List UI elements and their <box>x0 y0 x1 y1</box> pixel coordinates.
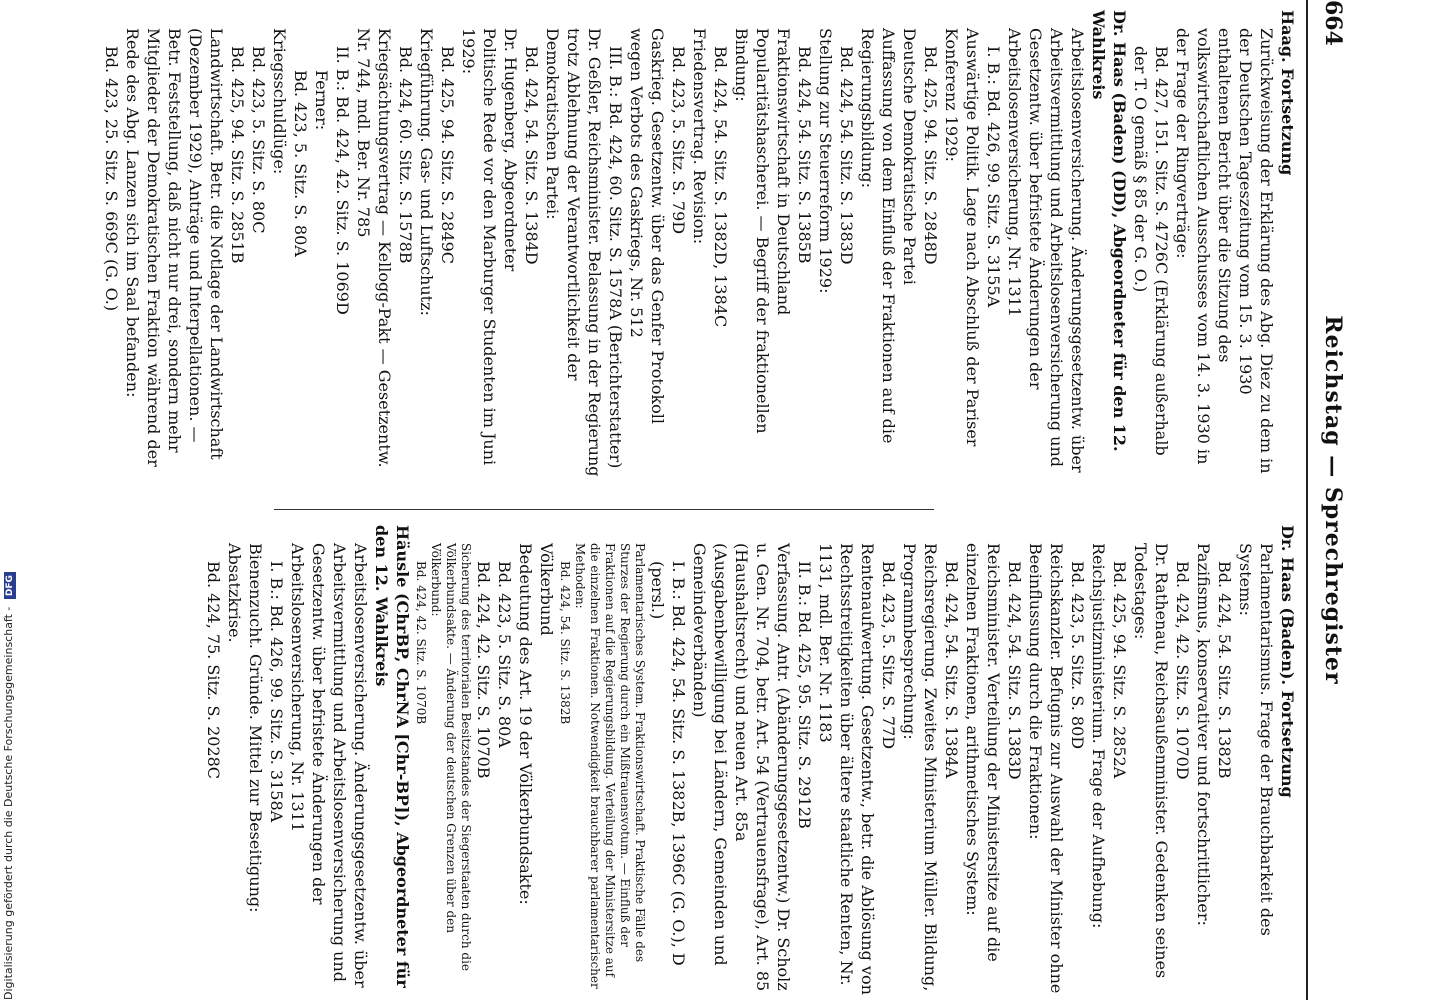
entry-line: Dr. Geßler, Reichsminister. Belassung in der Regierung trotz Ablehnung der Verantwortlichkeit der Demokratischen Partei: <box>543 28 604 477</box>
entry-line: Kriegsschuldlüge: <box>270 28 289 175</box>
entry-line: Bienenzucht. Gründe. Mittel zur Beseitigung: Absatzkrise. <box>225 543 265 913</box>
entry-line: Bd. 423, 5. Sitz. S. 79D <box>669 46 688 235</box>
entry-line: Bd. 424, 75. Sitz. S. 2028C <box>204 561 223 780</box>
entry-line: Bd. 423, 25. Sitz. S. 669C (G. O.) <box>102 46 121 312</box>
entry-line: Bd. 423, 5. Sitz. S. 80A <box>291 70 310 257</box>
entry-line: Bd. 423, 5. Sitz. S. 80D <box>1068 561 1087 750</box>
entry-line: I. B.: Bd. 426, 99. Sitz. S. 3155A <box>984 46 1003 308</box>
entry-line: Bd. 423, 5. Sitz. S. 77D <box>879 561 898 750</box>
column-divider <box>274 509 934 510</box>
entry-line: Parlamentarismus. Frage der Brauchbarkeit des Systems: <box>1236 543 1276 936</box>
entry-line: Arbeitslosenversicherung. Änderungsgesetzentw. über Arbeitsvermittlung und Arbeitslosenversicherung und Gesetzentw. über befristete Änderungen der Arbeitslosenversicherung, Nr. 1311 <box>288 543 370 988</box>
entry-line: Völkerbund <box>537 543 556 636</box>
entry-line: Bd. 424, 54. Sitz. S. 1383D <box>837 46 856 265</box>
entry-line: Bd. 424, 54. Sitz. S. 1385B <box>795 46 814 264</box>
entry-line: Friedensvertrag. Revision: <box>690 28 709 245</box>
entry-line: Bd. 423, 5. Sitz. S. 80C <box>249 46 268 234</box>
entry-line: Bd. 424, 60. Sitz. S. 1578B <box>396 46 415 264</box>
entry-line: Bd. 424, 54. Sitz. S. 1384D <box>522 46 541 265</box>
entry-line: I. B.: Bd. 426, 99. Sitz. S. 3158A <box>267 561 286 823</box>
entry-line: Reichsregierung. Zweites Ministerium Müller. Bildung, Programmbesprechung: <box>900 543 940 992</box>
entry-line: Bd. 424, 54. Sitz. S. 1383D <box>1005 561 1024 780</box>
entry-line: II. B.: Bd. 425, 95. Sitz. S. 2912B <box>795 561 814 829</box>
entry-line: II. B.: Bd. 424, 42. Sitz. S. 1069D <box>333 46 352 315</box>
entry-line: Arbeitslosenversicherung. Änderungsgesetzentw. über Arbeitsvermittlung und Arbeitslosenversicherung und Gesetzentw. über befristete Änderungen der Arbeitslosenversicherung, Nr. 1311 <box>1005 28 1087 473</box>
header-rule <box>1306 0 1308 1000</box>
entry-line: Parlamentarisches System. Fraktionswirtschaft. Praktische Fälle des Sturzes der Regierung durch ein Mißtrauensvotum. — Einfluß der Fraktionen auf die Regierungsbildung. Verteilung der Ministersitze auf die einzelnen Fraktionen. Notwendigkeit brauchbarer parlamentarischer Methoden: <box>573 543 647 989</box>
entry-line: Bd. 424, 42. Sitz. S. 1070B <box>474 561 493 779</box>
entry-line: Reichsminister. Verteilung der Ministersitze auf die einzelnen Fraktionen, arithmetisches System: <box>963 543 1003 962</box>
entry-line: Kriegsächtungsvertrag — Kellogg-Pakt — Gesetzentw. Nr. 744, mdl. Ber. Nr. 785 <box>354 28 394 468</box>
entry-line: Dr. Rathenau, Reichsaußenminister. Gedenken seines Todestages: <box>1131 543 1171 979</box>
entry-line: Bd. 424, 42. Sitz. S. 1070B <box>414 561 428 725</box>
credit-text: Digitalisierung gefördert durch die Deutsche Forschungsgemeinschaft - <box>2 606 15 1000</box>
entry-line: Bedeutung des Art. 19 der Völkerbundsakte: <box>516 543 535 905</box>
entry-line: Bd. 424, 54. Sitz. S. 1384A <box>942 561 961 779</box>
right-column <box>203 525 1298 995</box>
entry-line: Politische Rede vor den Marburger Studenten im Juni 1929: <box>459 28 499 466</box>
entry-line: Verfassung. Antr. (Abänderungsgesetzentw.) Dr. Scholz u. Gen. Nr. 704, betr. Art. 54 (Vertrauensfrage), Art. 85 (Haushaltsrecht) und neuen Art. 85a (Ausgabenbewilligung bei Ländern, Gemeinden und Gemeindeverbänden) <box>690 543 793 992</box>
entry-line: Kriegführung. Gas- und Luftschutz: <box>417 28 436 316</box>
entry-heading: Dr. Haas (Baden) (DD), Abgeordneter für den 12. Wahlkreis <box>1089 10 1129 452</box>
entry-line: Bd. 425, 94. Sitz. S. 2852A <box>1110 561 1129 779</box>
entry-line: Deutsche Demokratische Partei <box>900 28 919 285</box>
entry-line: Rentenaufwertung. Gesetzentw., betr. die Ablösung von Rechtsstreitigkeiten über ältere staatliche Renten, Nr. 1131, mdl. Ber. Nr. 1183 <box>816 543 877 995</box>
entry-line: I. B.: Bd. 424, 54. Sitz. S. 1382B, 1396C (G. O.), D (persl.) <box>648 561 688 966</box>
entry-line: Bd. 425, 94. Sitz. S. 2848D <box>921 46 940 265</box>
entry-line: Stellung zur Steuerreform 1929: <box>816 28 835 294</box>
entry-line: Auffassung von dem Einfluß der Fraktionen auf die Regierungsbildung: <box>858 28 898 444</box>
entry-line: Bd. 424, 54. Sitz. S. 1382B <box>1215 561 1234 779</box>
entry-line: Pazifismus, konservativer und fortschrittlicher: <box>1194 543 1213 926</box>
entry-line: Fraktionswirtschaft in Deutschland Popularitätshascherei. — Begriff der fraktionellen Bindung: <box>732 28 793 434</box>
dfg-logo: DFG <box>4 572 16 599</box>
entry-line: Reichskanzler. Befugnis zur Auswahl der Minister ohne Beeinflussung durch die Fraktionen: <box>1026 543 1066 994</box>
entry-line: Sicherung des territorialen Besitzstandes der Siegerstaaten durch die Völkerbundsakte. — Änderung der deutschen Grenzen über den Völkerbund: <box>429 543 473 972</box>
entry-line: Bd. 427, 151. Sitz. S. 4726C (Erklärung außerhalb der T. O gemäß § 85 der G. O.) <box>1131 46 1171 456</box>
entry-line: Zurückweisung der Erklärung des Abg. Diez zu dem in der Deutschen Tageszeitung vom 15. 3. 1930 enthaltenen Bericht über die Sitzung des volkswirtschaftlichen Ausschusses vom 14. 3. 1930 in der Frage der Ringverträge: <box>1173 28 1276 474</box>
entry-heading: Haag. Fortsetzung <box>1278 10 1297 176</box>
left-column <box>101 10 1298 480</box>
entry-line: Bd. 425, 94. Sitz. S. 2849C <box>438 46 457 265</box>
entry-line: Bd. 424, 54. Sitz. S. 1382D, 1384C <box>711 46 730 328</box>
running-header <box>1306 0 1346 1000</box>
entry-line: Reichsjustizministerium. Frage der Aufhebung: <box>1089 543 1108 929</box>
entry-heading: Häusle (ChrBP, ChrNA [Chr-BP]), Abgeordneter für den 12. Wahlkreis <box>372 525 412 988</box>
entry-line: Ferner: <box>312 70 331 131</box>
page-title: Reichstag — Sprechregister <box>1320 315 1346 685</box>
entry-line: Auswärtige Politik. Lage nach Abschluß der Pariser Konferenz 1929: <box>942 28 982 447</box>
entry-line: Gaskrieg. Gesetzentw. über das Genfer Protokoll wegen Verbots des Gaskriegs, Nr. 512 <box>627 28 667 425</box>
digitization-credit <box>0 0 22 1000</box>
entry-line: Bd. 423, 5. Sitz. S. 80A <box>495 561 514 748</box>
entry-line: Landwirtschaft. Betr. die Notlage der Landwirtschaft (Dezember 1929), Anträge und Interpellationen. — Betr. Feststellung, daß nicht nur drei, sondern mehr Mitglieder der Demokratischen Fraktion während der Rede des Abg. Lanzen sich im Saal befanden: <box>123 28 226 467</box>
entry-heading: Dr. Haas (Baden). Fortsetzung <box>1278 525 1297 798</box>
entry-line: Bd. 424, 42. Sitz. S. 1070D <box>1173 561 1192 780</box>
entry-line: Dr. Hugenberg, Abgeordneter <box>501 28 520 272</box>
entry-line: Bd. 425, 94. Sitz. S. 2851B <box>228 46 247 264</box>
page-number: 664 <box>1320 0 1346 46</box>
entry-line: III. B.: Bd. 424, 60. Sitz. S. 1578A (Berichterstatter) <box>606 46 625 469</box>
entry-line: Bd. 424, 54. Sitz. S. 1382B <box>558 561 572 725</box>
